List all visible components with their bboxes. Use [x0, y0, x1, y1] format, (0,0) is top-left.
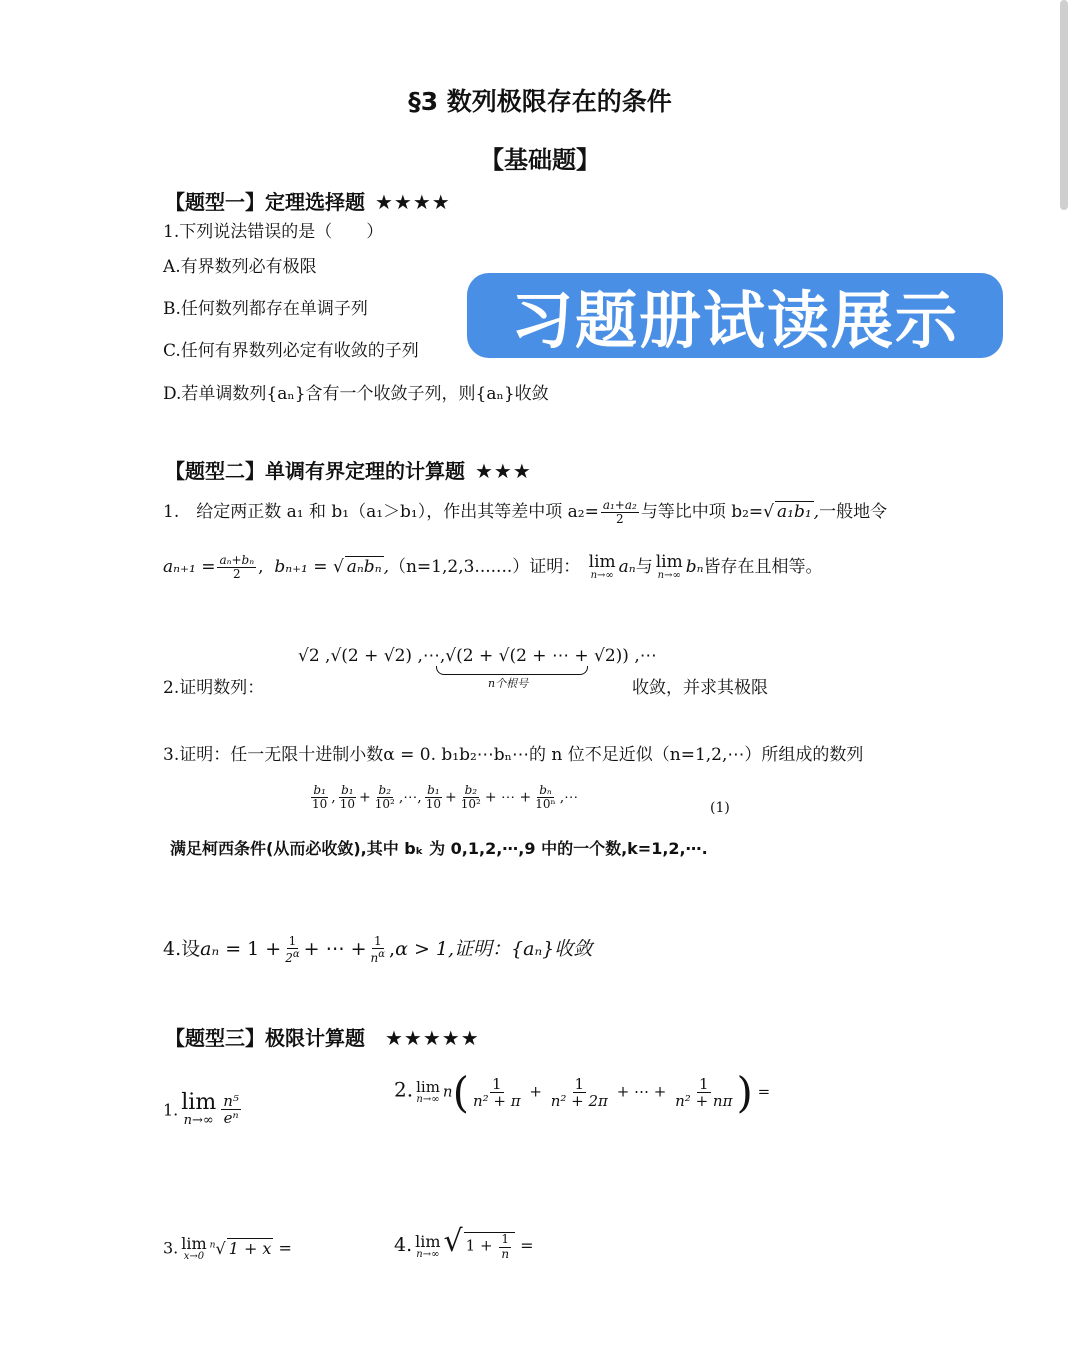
section2-heading [165, 455, 532, 484]
p3-label: 3. [163, 1238, 179, 1258]
q2-2-tail: 收敛，并求其极限 [632, 678, 768, 698]
problem-3-2: 2. lim n→∞ n( $\frac{1}{\text{n² + π}}$ + $\frac{1}{\text{n² + 2π}}$ + ⋯ + $\frac{1}{\text{n² + nπ}}$ ) = [394, 1068, 771, 1117]
q2-1-line1 [163, 497, 887, 526]
q2-1-line2: aₙ₊₁ = $\frac{\text{aₙ+bₙ}}{2}$ , bₙ₊₁ = √ aₙbₙ ,（n=1,2,3.......）证明： lim n→∞ aₙ与 lim n→∞ bₙ皆存在且相等。 [163, 552, 823, 581]
option-a: A.有界数列必有极限 [163, 257, 317, 277]
sqrt-expr: √ aₙbₙ , [332, 557, 389, 577]
q2-4-text-b: α > 1,证明：{aₙ}收敛 [395, 938, 593, 960]
sqrt-expr: √ a₁b₁ , [763, 502, 820, 522]
section2-stars: ★★★ [475, 459, 532, 483]
q2-3-note: 满足柯西条件(从而必收敛),其中 bₖ 为 0,1,2,⋯,9 中的一个数,k=1,2,⋯. [170, 839, 708, 858]
option-b: B.任何数列都存在单调子列 [163, 299, 368, 319]
p1-label: 1. [163, 1100, 179, 1120]
section1-title: 【题型一】定理选择题 [165, 190, 365, 214]
option-d: D.若单调数列{aₙ}含有一个收敛子列，则{aₙ}收敛 [163, 384, 549, 404]
q2-1-bn1: bₙ₊₁ = [274, 557, 328, 577]
section1-heading [165, 186, 451, 215]
q2-1-text-proof: （n=1,2,3.......）证明： [388, 557, 581, 577]
problem-3-1 [163, 1092, 243, 1127]
option-c: C.任何有界数列必定有收敛的子列 [163, 341, 419, 361]
limit-expr: lim n→∞ [655, 552, 683, 581]
section2-title: 【题型二】单调有界定理的计算题 [165, 459, 465, 483]
q2-1-text-a: 1. 给定两正数 a₁ 和 b₁（a₁＞b₁），作出其等差中项 a₂= [163, 502, 599, 522]
subtitle: 【基础题】 [480, 146, 600, 174]
trial-reading-banner: 习题册试读展示 [467, 273, 1003, 358]
q2-1-text-end: 皆存在且相等。 [703, 557, 823, 577]
limit-expr: lim x→0 [181, 1234, 207, 1262]
section1-question: 1.下列说法错误的是（ ） [163, 222, 384, 242]
q2-3: 3.证明：任一无限十进制小数α = 0. b₁b₂⋯bₙ⋯的 n 位不足近似（n=1,2,⋯）所组成的数列 [163, 745, 864, 765]
q2-1-text-b: 与等比中项 b₂= [640, 502, 764, 522]
p2-label: 2. [394, 1077, 414, 1102]
brace-label: n个根号 [488, 677, 529, 690]
equation-number: (1) [710, 800, 730, 816]
fraction: $\frac{\text{n⁵}}{\text{eⁿ}}$ [223, 1091, 239, 1127]
q2-4-text-a: 4.设 [163, 938, 201, 960]
section3-stars: ★★★★★ [385, 1026, 480, 1050]
problem-3-3: 3. lim x→0 $^n$√ 1 + x = [163, 1234, 292, 1262]
q2-4: 4.设aₙ = 1 + $\frac{1}{2^\alpha}$ + ⋯ + $\frac{1}{n^\alpha}$ ,α > 1,证明：{aₙ}收敛 [163, 933, 593, 965]
problem-3-4: 4. lim n→∞ √ 1 + $\frac{1}{n}$ = [394, 1224, 534, 1261]
decimal-sequence: $\frac{\text{b₁}}{10}$ , $\frac{\text{b₁}}{10}$ + $\frac{\text{b₂}}{\text{10²}}$ ,⋯, $\frac{\text{b₁}}{10}$ + $\frac{\text{b₂}}{\text{10²}}$ + ⋯ + $\frac{\text{bₙ}}{\text{10ⁿ}}$ ,⋯ [312, 783, 579, 812]
fraction: $\frac{\text{aₙ+bₙ}}{2}$ [219, 552, 255, 581]
page-title: §3 数列极限存在的条件 [408, 87, 672, 116]
q2-1-text-c: 一般地令 [819, 502, 888, 522]
nested-sqrt-sequence: √2 ,√(2 + √2) ,⋯,√(2 + √(2 + ⋯ + √2)) ,⋯ [298, 646, 657, 666]
section3-heading [165, 1022, 480, 1051]
limit-expr: lim n→∞ [416, 1078, 440, 1105]
limit-expr: lim n→∞ [588, 552, 616, 581]
fraction: $\frac{\text{a₁+a₂}}{2}$ [602, 497, 637, 526]
limit-expr: lim n→∞ [415, 1231, 441, 1260]
q2-2-label: 2.证明数列： [163, 678, 265, 698]
section3-title: 【题型三】极限计算题 [165, 1026, 365, 1050]
limit-expr: lim n→∞ [181, 1090, 217, 1128]
underbrace [436, 666, 588, 675]
section1-stars: ★★★★ [375, 190, 451, 214]
p4-label: 4. [394, 1234, 413, 1256]
q2-1-an1: aₙ₊₁ = [163, 557, 216, 577]
